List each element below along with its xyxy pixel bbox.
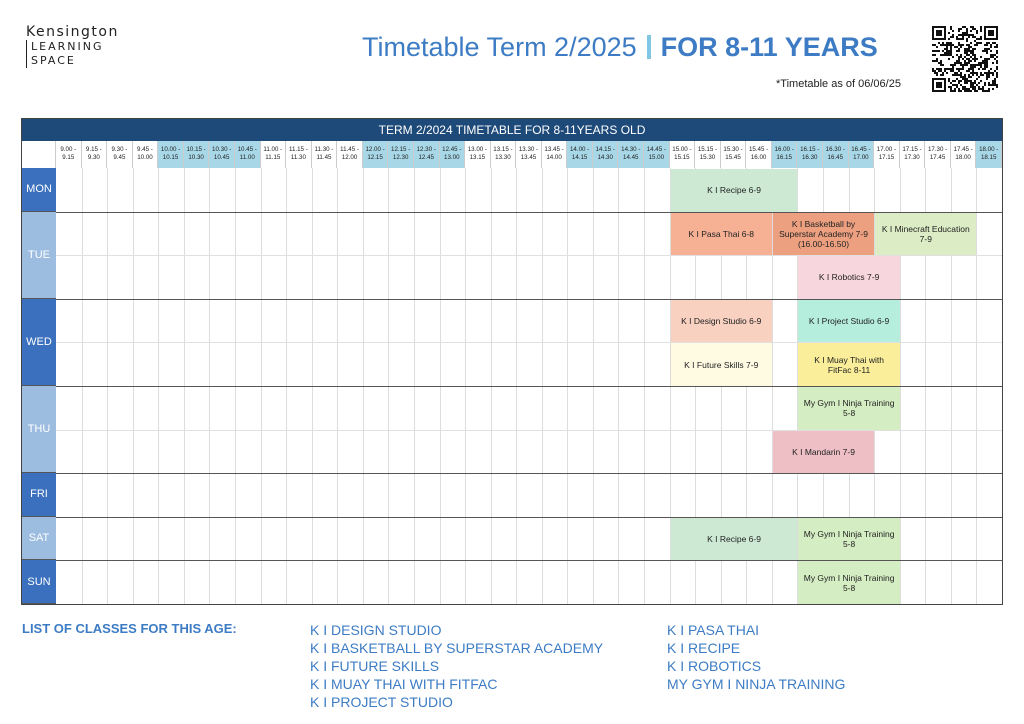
class-list-item: K I PROJECT STUDIO	[310, 694, 453, 710]
class-block[interactable]: My Gym I Ninja Training 5-8	[798, 518, 899, 561]
class-block[interactable]: My Gym I Ninja Training 5-8	[798, 561, 899, 604]
time-slot: 12.15 - 12.30	[388, 141, 414, 168]
logo-line-1: Kensington	[26, 24, 119, 40]
time-slot: 15.00 - 15.15	[670, 141, 696, 168]
time-slot: 14.30 - 14.45	[618, 141, 644, 168]
timetable	[21, 118, 1003, 605]
time-slot: 11.45 - 12.00	[337, 141, 363, 168]
class-list-title: LIST OF CLASSES FOR THIS AGE:	[22, 621, 237, 636]
time-slot: 11.30 - 11.45	[312, 141, 338, 168]
as-of-note: *Timetable as of 06/06/25	[776, 78, 901, 90]
time-slot: 10.15 - 10.30	[184, 141, 210, 168]
class-list-item: K I ROBOTICS	[667, 658, 762, 674]
time-slot: 10.00 - 10.15	[158, 141, 184, 168]
time-slot: 16.30 - 16.45	[823, 141, 849, 168]
class-block[interactable]: K I Basketball by Superstar Academy 7-9 (16.00-16.50)	[773, 213, 874, 256]
day-label-sat: SAT	[22, 517, 56, 561]
timetable-corner	[22, 141, 56, 168]
time-slot: 13.15 - 13.30	[491, 141, 517, 168]
day-label-mon: MON	[22, 168, 56, 212]
time-slot: 12.00 - 12.15	[363, 141, 389, 168]
time-slot: 11.15 - 11.30	[286, 141, 312, 168]
time-slot: 9.15 - 9.30	[82, 141, 108, 168]
class-list-column-2	[667, 621, 845, 693]
time-slot: 10.30 - 10.45	[209, 141, 235, 168]
time-slot: 17.00 - 17.15	[874, 141, 900, 168]
class-list-item: K I RECIPE	[667, 640, 741, 656]
logo-line-2: LEARNING	[26, 40, 119, 54]
class-block[interactable]: K I Muay Thai with FitFac 8-11	[798, 343, 899, 386]
timetable-heading: TERM 2/2024 TIMETABLE FOR 8-11YEARS OLD	[22, 119, 1002, 141]
time-slot: 9.45 - 10.00	[133, 141, 159, 168]
time-slot: 11.00 - 11.15	[261, 141, 287, 168]
time-slot: 13.45 - 14.00	[542, 141, 568, 168]
class-block[interactable]: K I Recipe 6-9	[671, 518, 798, 561]
class-block[interactable]: K I Pasa Thai 6-8	[671, 213, 772, 256]
time-slot: 12.30 - 12.45	[414, 141, 440, 168]
time-slot: 17.30 - 17.45	[925, 141, 951, 168]
class-block[interactable]: K I Recipe 6-9	[671, 169, 798, 212]
logo-line-3: SPACE	[26, 54, 119, 68]
qr-code-icon	[932, 26, 998, 92]
day-label-sun: SUN	[22, 560, 56, 604]
day-label-fri: FRI	[22, 473, 56, 517]
class-list-item: K I BASKETBALL BY SUPERSTAR ACADEMY	[310, 640, 604, 656]
time-slot: 15.30 - 15.45	[721, 141, 747, 168]
time-slot: 14.45 - 15.00	[644, 141, 670, 168]
class-block[interactable]: K I Design Studio 6-9	[671, 300, 772, 343]
time-slot: 14.00 - 14.15	[567, 141, 593, 168]
title-separator	[647, 35, 651, 59]
title-main: Timetable Term 2/2025	[362, 32, 637, 62]
day-label-thu: THU	[22, 386, 56, 473]
class-block[interactable]: K I Project Studio 6-9	[798, 300, 899, 343]
class-block[interactable]: My Gym I Ninja Training 5-8	[798, 387, 899, 430]
grid-row-line	[56, 473, 1002, 474]
time-slot: 16.45 - 17.00	[849, 141, 875, 168]
time-slot: 17.15 - 17.30	[900, 141, 926, 168]
time-slot: 14.15 - 14.30	[593, 141, 619, 168]
time-slot: 13.30 - 13.45	[516, 141, 542, 168]
title-age: FOR 8-11 YEARS	[660, 32, 878, 62]
time-slot: 18.00 - 18.15	[976, 141, 1002, 168]
time-slot: 13.00 - 13.15	[465, 141, 491, 168]
class-block[interactable]: K I Future Skills 7-9	[671, 343, 772, 386]
time-slot: 16.15 - 16.30	[797, 141, 823, 168]
time-slot: 9.00 - 9.15	[56, 141, 82, 168]
time-slot: 9.30 - 9.45	[107, 141, 133, 168]
class-block[interactable]: K I Minecraft Education 7-9	[875, 213, 976, 256]
class-list-item: K I PASA THAI	[667, 622, 760, 638]
class-list-item: K I FUTURE SKILLS	[310, 658, 440, 674]
time-slot: 15.45 - 16.00	[746, 141, 772, 168]
day-label-wed: WED	[22, 299, 56, 386]
time-slot: 15.15 - 15.30	[695, 141, 721, 168]
time-slot: 16.00 - 16.15	[772, 141, 798, 168]
class-block[interactable]: K I Robotics 7-9	[798, 256, 899, 299]
time-slot: 17.45 - 18.00	[951, 141, 977, 168]
class-list-item: K I DESIGN STUDIO	[310, 622, 442, 638]
logo	[26, 24, 119, 68]
day-label-tue: TUE	[22, 212, 56, 299]
class-block[interactable]: K I Mandarin 7-9	[773, 431, 874, 474]
time-slot: 12.45 - 13.00	[440, 141, 466, 168]
class-list-item: K I MUAY THAI WITH FITFAC	[310, 676, 498, 692]
time-slot: 10.45 - 11.00	[235, 141, 261, 168]
page-title	[362, 32, 878, 63]
class-list-column-1	[310, 621, 603, 711]
class-list-item: MY GYM I NINJA TRAINING	[667, 676, 846, 692]
